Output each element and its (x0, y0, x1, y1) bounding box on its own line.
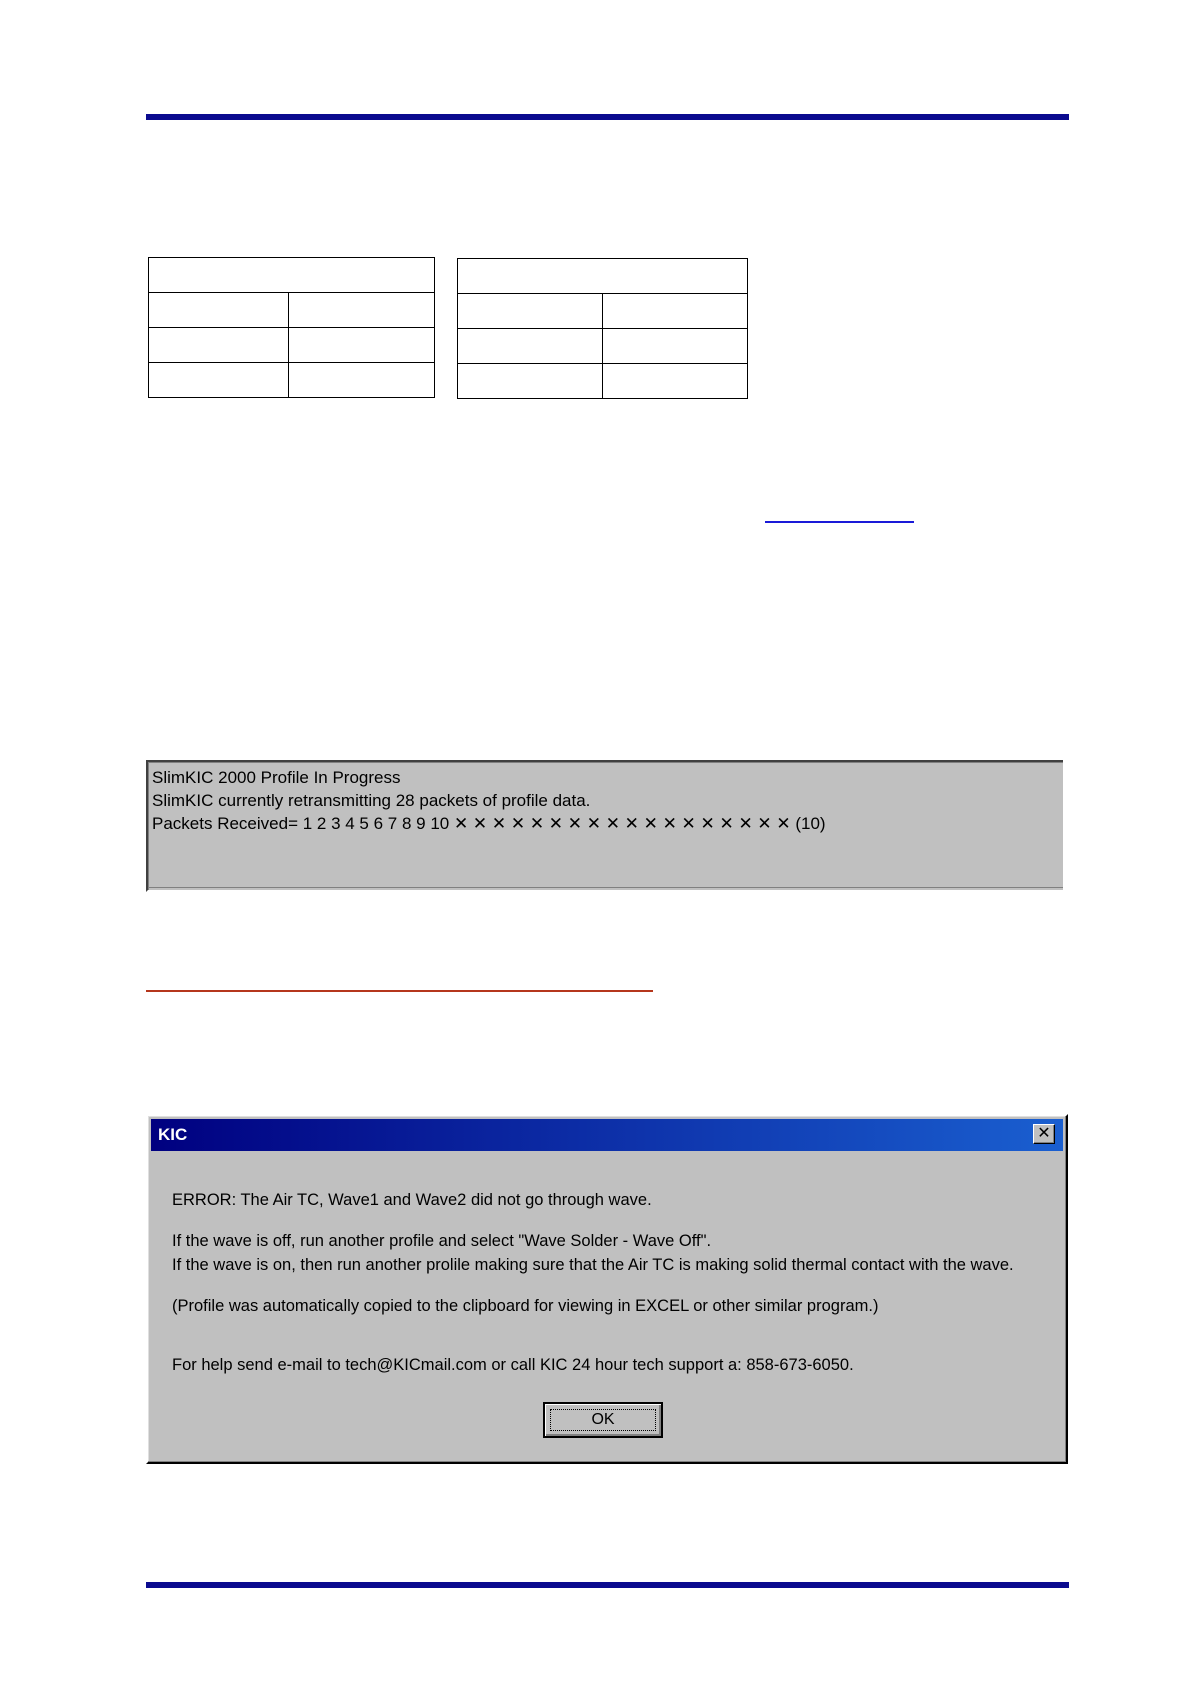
help-contact: For help send e-mail to tech@KICmail.com or call KIC 24 hour tech support a: 858-673-6050. (172, 1356, 854, 1374)
packets-received-text: Packets Received= 1 2 3 4 5 6 7 8 9 10 ✕ ✕ ✕ ✕ ✕ ✕ ✕ ✕ ✕ ✕ ✕ ✕ ✕ ✕ ✕ ✕ ✕ ✕ (10) (152, 814, 826, 833)
table-cell (289, 293, 435, 328)
table-cell (289, 363, 435, 398)
ok-button[interactable] (543, 1402, 663, 1438)
section-heading-underline (146, 990, 653, 992)
ok-button-label: OK (550, 1409, 656, 1431)
panel-edge (148, 887, 1063, 888)
dialog-title: KIC (158, 1125, 188, 1144)
wave-on-instruction: If the wave is on, then run another prolile making sure that the Air TC is making solid thermal contact with the wave. (172, 1256, 1014, 1274)
empty-table-left (148, 257, 435, 398)
error-dialog (146, 1114, 1068, 1464)
table-cell (149, 293, 289, 328)
table-cell (149, 328, 289, 363)
table-cell (149, 258, 435, 293)
table-cell (458, 294, 603, 329)
status-retransmit-text: SlimKIC currently retransmitting 28 packets of profile data. (152, 791, 591, 810)
table-cell (458, 329, 603, 364)
hyperlink-underline[interactable] (765, 521, 914, 523)
table-cell (458, 259, 748, 294)
empty-table-right (457, 258, 748, 399)
table-cell (603, 294, 748, 329)
footer-rule (146, 1582, 1069, 1588)
wave-off-instruction: If the wave is off, run another profile and select "Wave Solder - Wave Off". (172, 1232, 712, 1250)
table-cell (458, 364, 603, 399)
profile-status-panel (146, 760, 1063, 892)
error-message: ERROR: The Air TC, Wave1 and Wave2 did not go through wave. (172, 1191, 652, 1209)
table-cell (149, 363, 289, 398)
status-title: SlimKIC 2000 Profile In Progress (152, 768, 401, 787)
clipboard-note: (Profile was automatically copied to the clipboard for viewing in EXCEL or other similar program.) (172, 1297, 879, 1315)
table-cell (289, 328, 435, 363)
table-cell (603, 329, 748, 364)
header-rule (146, 114, 1069, 120)
table-cell (603, 364, 748, 399)
dialog-titlebar[interactable] (151, 1119, 1063, 1151)
close-icon[interactable]: ✕ (1033, 1124, 1055, 1144)
